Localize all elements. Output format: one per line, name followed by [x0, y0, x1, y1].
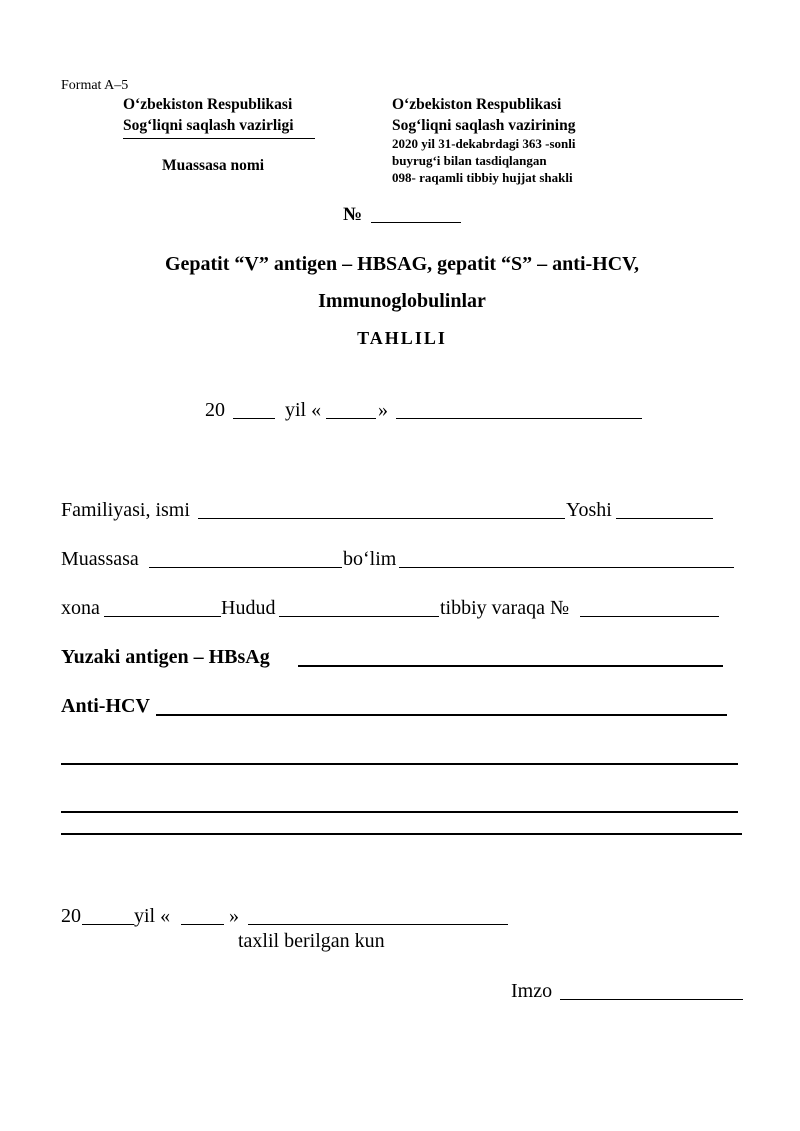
- right-header-line2: Sog‘liqni saqlash vazirining: [392, 117, 576, 134]
- footer-year-blank[interactable]: [82, 924, 134, 925]
- card-blank[interactable]: [580, 616, 719, 617]
- card-label: tibbiy varaqa №: [440, 597, 570, 619]
- result-blank-2[interactable]: [61, 811, 738, 813]
- room-label: xona: [61, 597, 100, 619]
- footer-month-blank[interactable]: [248, 924, 508, 925]
- date-close-quote: »: [378, 399, 388, 421]
- hbsag-label: Yuzaki antigen – HBsAg: [61, 646, 270, 668]
- title-line1: Gepatit “V” antigen – HBSAG, gepatit “S” – anti-HCV,: [164, 253, 640, 275]
- title-line3: TAHLILI: [357, 328, 447, 348]
- right-header-line3: 2020 yil 31-dekabrdagi 363 -sonli: [392, 136, 576, 151]
- footer-year-label: yil «: [134, 905, 171, 927]
- region-blank[interactable]: [279, 616, 439, 617]
- region-label: Hudud: [221, 597, 276, 619]
- institution-name-blank[interactable]: [123, 138, 315, 139]
- footer-day-blank[interactable]: [181, 924, 224, 925]
- title-line2: Immunoglobulinlar: [318, 290, 486, 312]
- number-blank[interactable]: [371, 222, 461, 223]
- right-header-line5: 098- raqamli tibbiy hujjat shakli: [392, 170, 573, 185]
- format-label: Format A–5: [61, 78, 129, 93]
- signature-blank[interactable]: [560, 999, 743, 1000]
- date-year-blank[interactable]: [233, 418, 275, 419]
- footer-close-quote: »: [229, 905, 239, 927]
- room-blank[interactable]: [104, 616, 221, 617]
- antihcv-blank[interactable]: [156, 714, 727, 716]
- age-label: Yoshi: [566, 499, 612, 521]
- right-header-line1: O‘zbekiston Respublikasi: [392, 96, 562, 113]
- signature-label: Imzo: [511, 980, 553, 1002]
- date-year-label: yil «: [285, 399, 322, 421]
- footer-date-century: 20: [61, 905, 81, 927]
- name-blank[interactable]: [198, 518, 565, 519]
- right-header-line4: buyrug‘i bilan tasdiqlangan: [392, 153, 547, 168]
- left-header-line2: Sog‘liqni saqlash vazirligi: [123, 117, 294, 134]
- result-blank-3[interactable]: [61, 833, 742, 835]
- name-label: Familiyasi, ismi: [61, 499, 190, 521]
- department-label: bo‘lim: [343, 548, 397, 570]
- department-blank[interactable]: [399, 567, 734, 568]
- left-header-line1: O‘zbekiston Respublikasi: [123, 96, 293, 113]
- institution-name-caption: Muassasa nomi: [162, 157, 265, 174]
- result-blank-1[interactable]: [61, 763, 738, 765]
- age-blank[interactable]: [616, 518, 713, 519]
- issued-date-caption: taxlil berilgan kun: [238, 930, 385, 952]
- date-century: 20: [205, 399, 225, 421]
- institution-blank[interactable]: [149, 567, 342, 568]
- date-day-blank[interactable]: [326, 418, 376, 419]
- number-label: №: [343, 204, 363, 225]
- date-month-blank[interactable]: [396, 418, 642, 419]
- institution-label: Muassasa: [61, 548, 139, 570]
- hbsag-blank[interactable]: [298, 665, 723, 667]
- antihcv-label: Anti-HCV: [61, 695, 150, 717]
